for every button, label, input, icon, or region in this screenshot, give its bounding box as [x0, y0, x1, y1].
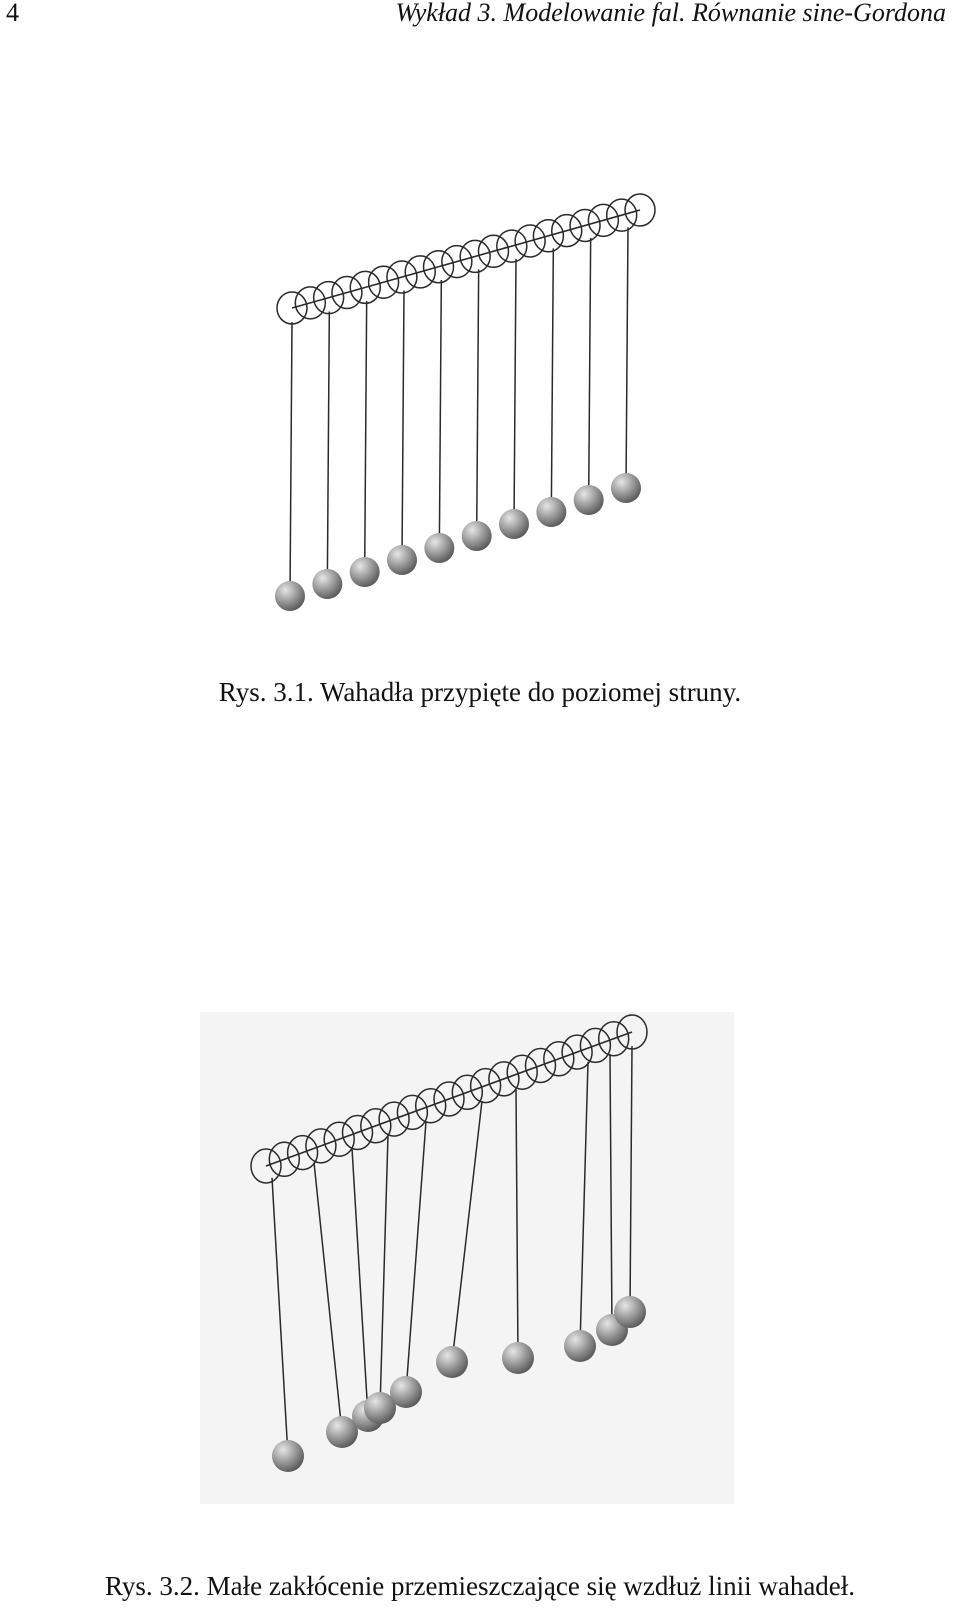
pendulum-bob: [424, 533, 454, 563]
pendulum-rod: [439, 280, 441, 548]
pendulum-bob: [275, 581, 305, 611]
pendulum-bob: [536, 497, 566, 527]
pendulum-rod: [626, 227, 628, 488]
figure-1-caption: Rys. 3.1. Wahadła przypięte do poziomej struny.: [218, 677, 742, 707]
pendulum: [536, 248, 566, 527]
pendulum: [312, 311, 342, 599]
pendulum-rod: [402, 290, 404, 560]
pendulum-bob: [502, 1342, 534, 1374]
page-number: 4: [6, 0, 19, 27]
pendulum-bob: [574, 485, 604, 515]
pendulum-rod: [327, 311, 329, 584]
figure-1-drawing: [240, 180, 680, 620]
pendulum-bob: [312, 569, 342, 599]
pendulum: [275, 322, 305, 611]
pendulum-bob: [499, 509, 529, 539]
pendulum-rod: [514, 259, 516, 524]
pendulum-bob: [272, 1440, 304, 1472]
pendulum-bob: [390, 1376, 422, 1408]
figure-2-drawing: [200, 1012, 734, 1504]
pendulum: [350, 301, 380, 587]
pendulum-rod: [477, 269, 479, 536]
figure-2-caption: Rys. 3.2. Małe zakłócenie przemieszczające się wzdłuż linii wahadeł.: [104, 1571, 856, 1601]
pendulum-rod: [589, 238, 591, 500]
pendulum-rod: [290, 322, 292, 596]
pendulum-bob: [564, 1330, 596, 1362]
running-header: Wykład 3. Modelowanie fal. Równanie sine-Gordona: [395, 0, 946, 27]
pendulum-bob: [436, 1346, 468, 1378]
pendulum-bob: [350, 557, 380, 587]
pendulum-bob: [387, 545, 417, 575]
spring-string: [277, 194, 655, 324]
pendulum-bob: [614, 1296, 646, 1328]
pendulum: [387, 290, 417, 575]
figure-pendulums-rest: [240, 180, 680, 620]
pendulum: [499, 259, 529, 539]
pendulum: [574, 238, 604, 515]
pendulum-bob: [611, 473, 641, 503]
scan-background: [200, 1012, 734, 1504]
pendulum-rod: [365, 301, 367, 572]
pendulum-rod: [551, 248, 553, 512]
pendulum-bob: [462, 521, 492, 551]
figure-pendulums-disturbed: [200, 1012, 734, 1504]
pendulum: [462, 269, 492, 551]
pendulum: [424, 280, 454, 563]
string-line: [292, 210, 640, 308]
pendulum: [611, 227, 641, 503]
